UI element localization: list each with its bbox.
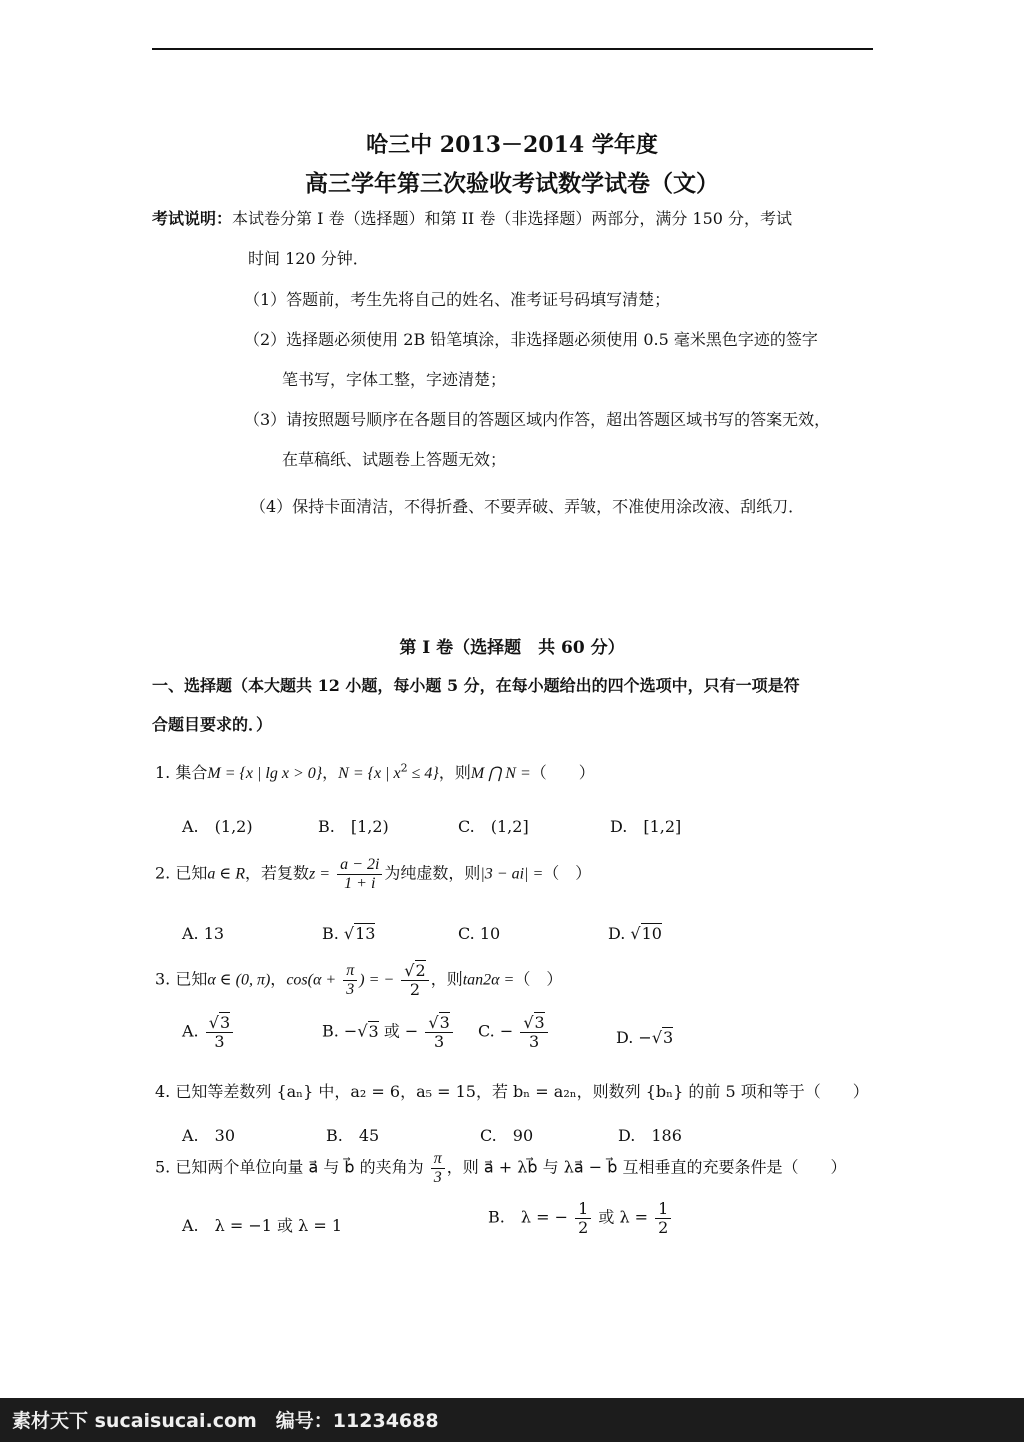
q5-option-b-one: 1 xyxy=(575,1200,591,1219)
q3-option-b-or: 或 − xyxy=(378,1021,419,1041)
q5-option-b-two: 2 xyxy=(578,1217,589,1237)
q5-text-a: 已知两个单位向量 a⃗ 与 b⃗ 的夹角为 xyxy=(175,1157,424,1177)
question-2 xyxy=(155,856,591,892)
q5-three: 3 xyxy=(433,1168,442,1186)
q4-number: 4. xyxy=(155,1082,171,1101)
q3-option-a xyxy=(182,1014,235,1050)
instructions-intro-cont: 时间 120 分钟． xyxy=(248,249,369,268)
q3-option-a-sqrt: 3 xyxy=(219,1013,231,1032)
q1-number: 1. xyxy=(155,763,171,782)
q1-option-b: B. [1,2) xyxy=(318,817,389,836)
q1-set-n-2: ≤ 4} xyxy=(407,765,439,782)
q1-paren: （ ） xyxy=(530,763,595,782)
q3-number: 3. xyxy=(155,969,171,989)
q5-option-b xyxy=(488,1200,673,1236)
q2-paren: （ ） xyxy=(543,863,592,883)
q2-frac-num: a − 2i xyxy=(337,856,382,875)
q1-set-n-sup: 2 xyxy=(400,761,408,775)
instructions-label: 考试说明： xyxy=(152,209,233,228)
q4-option-c: C. 90 xyxy=(480,1126,534,1145)
q3-pi: π xyxy=(343,962,357,981)
q2-text-c: 为纯虚数，则 xyxy=(384,863,481,883)
part-title-1: 一、选择题（本大题共 12 小题，每小题 5 分，在每小题给出的四个选项中，只有一项是符 xyxy=(152,676,800,695)
q3-sqrt2: 2 xyxy=(415,961,426,980)
part-title-2: 合题目要求的．） xyxy=(152,715,273,734)
q2-option-d: D. √10 xyxy=(608,924,662,943)
q2-condition: a ∈ R xyxy=(207,865,245,883)
q2-number: 2. xyxy=(155,863,171,883)
q2-text-b: ，若复数 xyxy=(245,863,310,883)
question-4 xyxy=(155,1079,869,1102)
instruction-item-2-cont: 笔书写，字体工整，字迹清楚； xyxy=(282,370,507,389)
q3-option-a-den: 3 xyxy=(214,1031,225,1051)
q1-text-a: 集合 xyxy=(175,763,208,782)
instructions-intro-text: 本试卷分第 I 卷（选择题）和第 II 卷（非选择题）两部分，满分 150 分，考试 xyxy=(232,209,793,228)
q3-option-a-frac: $\frac{√3}{3}$ xyxy=(206,1014,233,1050)
q2-text-a: 已知 xyxy=(175,863,208,883)
q3-comma: ， xyxy=(270,969,287,989)
q1-set-m: M = {x | lg x > 0} xyxy=(207,765,323,782)
q2-option-a: A. 13 xyxy=(182,924,225,943)
q2-abs-expr: |3 − ai| = xyxy=(480,865,544,883)
instruction-item-1: （1）答题前，考生先将自己的姓名、准考证号码填写清楚； xyxy=(244,290,671,309)
q2-fraction xyxy=(337,856,382,892)
question-3 xyxy=(155,962,562,998)
q3-paren: （ ） xyxy=(514,969,563,989)
watermark-bar xyxy=(0,1398,1024,1442)
q2-option-c: C. 10 xyxy=(458,924,501,943)
q5-option-b-one2: 1 xyxy=(655,1200,671,1219)
q3-text-a: 已知 xyxy=(175,969,208,989)
q5-pi: π xyxy=(431,1150,445,1169)
instruction-item-3: （3）请按照题号顺序在各题目的答题区域内作答，超出答题区域书写的答案无效， xyxy=(244,410,831,429)
q3-option-c-label: C. − xyxy=(478,1021,514,1041)
q2-option-b-sqrt: 13 xyxy=(355,924,376,943)
q4-option-a: A. 30 xyxy=(182,1126,236,1145)
q1-set-n-1: N = {x | x xyxy=(338,765,401,782)
q1-option-c: C. (1,2] xyxy=(458,817,529,836)
question-5 xyxy=(155,1150,847,1186)
instruction-item-2: （2）选择题必须使用 2B 铅笔填涂，非选择题必须使用 0.5 毫米黑色字迹的签字 xyxy=(244,330,818,349)
q5-option-a: A. λ = −1 或 λ = 1 xyxy=(182,1216,343,1235)
q5-option-b-frac1 xyxy=(575,1200,591,1236)
q3-option-b-frac: $\frac{√3}{3}$ xyxy=(425,1014,452,1050)
q3-pi-frac xyxy=(343,962,357,998)
title-line-1: 哈三中 2013－2014 学年度 xyxy=(366,132,658,158)
q4-option-b: B. 45 xyxy=(326,1126,380,1145)
q5-option-b-two2: 2 xyxy=(658,1217,669,1237)
q3-text-b: ，则 xyxy=(430,969,463,989)
title-line-2: 高三学年第三次验收考试数学试卷（文） xyxy=(305,170,719,197)
q3-option-b-den: 3 xyxy=(434,1031,445,1051)
q3-three: 3 xyxy=(346,980,355,998)
q2-option-b-label: B. xyxy=(322,924,339,943)
q1-option-d: D. [1,2] xyxy=(610,817,682,836)
instruction-item-4: （4）保持卡面清洁，不得折叠、不要弄破、弄皱，不准使用涂改液、刮纸刀． xyxy=(250,497,805,516)
q3-option-c xyxy=(478,1014,550,1050)
q2-z-eq: z = xyxy=(309,865,331,883)
watermark-text: 素材天下 sucaisucai.com 编号：11234688 xyxy=(12,1410,439,1432)
q2-option-d-label: D. xyxy=(608,924,626,943)
q2-option-b: B. √13 xyxy=(322,924,376,943)
q3-option-d-label: D. − xyxy=(616,1028,652,1047)
q1-intersection: M ⋂ N = xyxy=(470,765,531,782)
q3-option-c-den: 3 xyxy=(528,1031,540,1051)
q3-option-c-sqrt: 3 xyxy=(534,1013,545,1032)
q5-pi-frac xyxy=(431,1150,445,1186)
q5-option-b-a: B. λ = − xyxy=(488,1207,568,1227)
q3-option-c-frac: $\frac{√3}{3}$ xyxy=(520,1014,547,1050)
q1-option-a: A. (1,2) xyxy=(182,817,253,836)
section-heading: 第 I 卷（选择题 共 60 分） xyxy=(399,638,625,658)
q5-number: 5. xyxy=(155,1157,171,1177)
q5-text-b: ，则 a⃗ + λb⃗ 与 λa⃗ − b⃗ 互相垂直的充要条件是（ ） xyxy=(446,1157,847,1177)
q1-text-b: ，则 xyxy=(438,763,471,782)
q3-rhs-frac: $\frac{√2}{2}$ xyxy=(401,962,428,998)
q3-cos-expr: cos(α + xyxy=(286,971,337,989)
q5-option-b-frac2 xyxy=(655,1200,671,1236)
q3-condition: α ∈ (0, π) xyxy=(207,971,271,989)
q3-tan-expr: tan2α = xyxy=(462,971,515,989)
q2-frac-den: 1 + i xyxy=(344,874,376,892)
q3-option-d: D. −√3 xyxy=(616,1028,674,1047)
question-1 xyxy=(155,760,595,783)
q4-option-d: D. 186 xyxy=(618,1126,682,1145)
q1-comma: ， xyxy=(322,763,339,782)
q3-option-b-sqrt: 3 xyxy=(368,1021,379,1041)
instruction-item-3-cont: 在草稿纸、试题卷上答题无效； xyxy=(282,450,507,469)
q3-two: 2 xyxy=(409,979,421,999)
q5-option-b-mid: 或 λ = xyxy=(593,1207,649,1227)
q3-option-a-label: A. xyxy=(182,1021,199,1041)
q3-eq-neg: ) = − xyxy=(359,971,395,989)
q3-option-b-sqrt2: 3 xyxy=(439,1013,450,1032)
q2-option-d-sqrt: 10 xyxy=(641,924,662,943)
top-rule xyxy=(152,48,873,50)
instructions-intro xyxy=(152,206,792,229)
q3-option-b-label: B. − xyxy=(322,1021,358,1041)
q3-option-d-sqrt: 3 xyxy=(663,1028,674,1047)
q3-option-b: B. −√3 或 − $\frac{√3}{3}$ xyxy=(322,1014,455,1050)
q4-text: 已知等差数列 {aₙ} 中，a₂ = 6，a₅ = 15，若 bₙ = a₂ₙ，则数列 {bₙ} 的前 5 项和等于（ ） xyxy=(175,1082,869,1101)
